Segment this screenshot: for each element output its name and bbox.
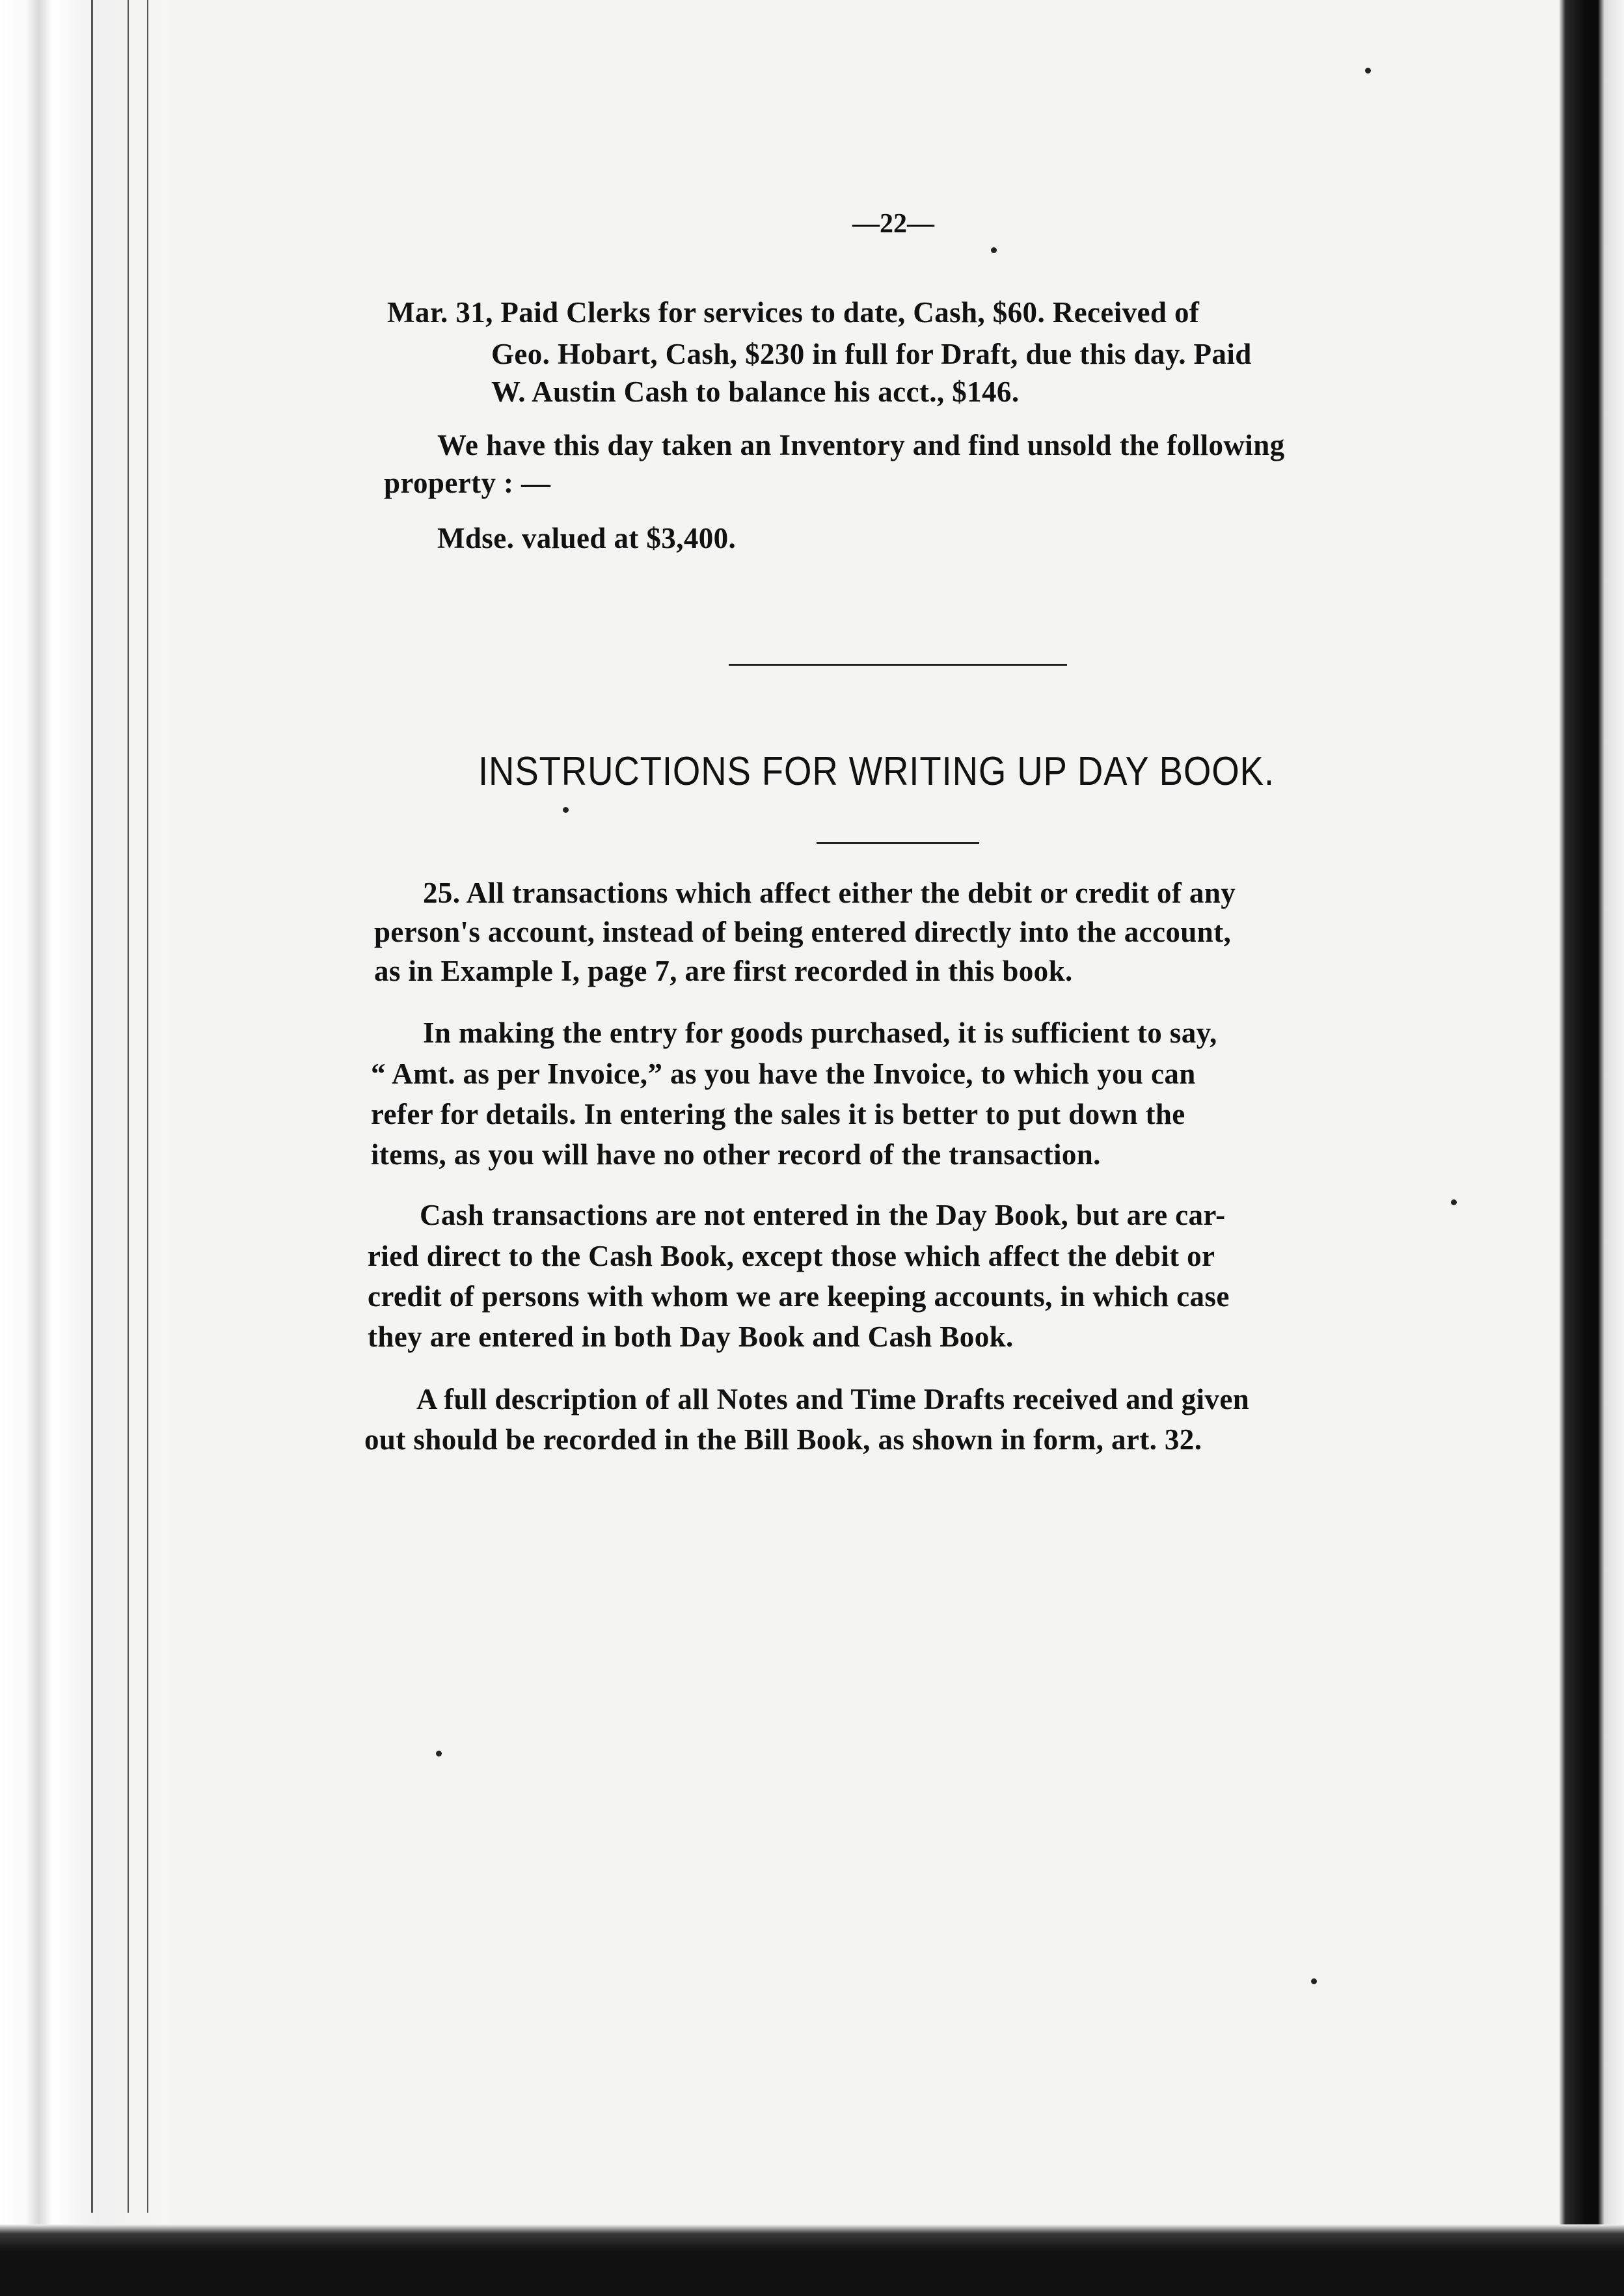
ink-speck (1311, 1978, 1317, 1984)
entry-line-3: W. Austin Cash to balance his acct., $146. (491, 376, 1020, 408)
book-right-edge (1559, 0, 1624, 2296)
para-4-line-1: A full description of all Notes and Time Drafts received and given (416, 1383, 1250, 1415)
ink-speck (1365, 68, 1371, 74)
para-4-line-2: out should be recorded in the Bill Book, as shown in form, art. 32. (364, 1423, 1202, 1456)
inventory-item: Mdse. valued at $3,400. (437, 522, 737, 554)
section-divider (729, 664, 1067, 666)
entry-line-2: Geo. Hobart, Cash, $230 in full for Draft, due this day. Paid (491, 338, 1252, 370)
page-number: —22— (852, 209, 934, 239)
para-1-line-1: 25. All transactions which affect either the debit or credit of any (423, 877, 1236, 909)
section-heading: INSTRUCTIONS FOR WRITING UP DAY BOOK. (478, 749, 1275, 794)
para-3-line-3: credit of persons with whom we are keeping accounts, in which case (368, 1280, 1230, 1313)
ink-speck (1451, 1199, 1457, 1205)
heading-underline (817, 842, 979, 844)
margin-rule-inner (128, 0, 129, 2213)
para-3-line-1: Cash transactions are not entered in the Day Book, but are car- (420, 1199, 1226, 1231)
para-1-line-2: person's account, instead of being entered directly into the account, (374, 916, 1232, 948)
para-2-line-1: In making the entry for goods purchased, it is sufficient to say, (423, 1017, 1217, 1049)
ink-speck (563, 807, 569, 813)
para-2-line-4: items, as you will have no other record of the transaction. (371, 1138, 1101, 1171)
ink-speck (991, 247, 997, 253)
book-binding-edge (0, 0, 169, 2296)
margin-rule-inner-2 (147, 0, 148, 2213)
para-3-line-2: ried direct to the Cash Book, except those which affect the debit or (368, 1240, 1215, 1272)
entry-line-1: Mar. 31, Paid Clerks for services to date, Cash, $60. Received of (387, 296, 1200, 329)
para-1-line-3: as in Example I, page 7, are first recorded in this book. (374, 955, 1073, 987)
book-bottom-edge (0, 2224, 1624, 2296)
para-2-line-2: “ Amt. as per Invoice,” as you have the Invoice, to which you can (371, 1058, 1196, 1090)
inventory-line-1: We have this day taken an Inventory and find unsold the following (437, 429, 1285, 461)
para-2-line-3: refer for details. In entering the sales it is better to put down the (371, 1098, 1185, 1130)
inventory-line-2: property : — (384, 467, 551, 499)
para-3-line-4: they are entered in both Day Book and Cash Book. (368, 1320, 1014, 1353)
margin-rule-left (91, 0, 93, 2213)
ink-speck (436, 1751, 442, 1756)
